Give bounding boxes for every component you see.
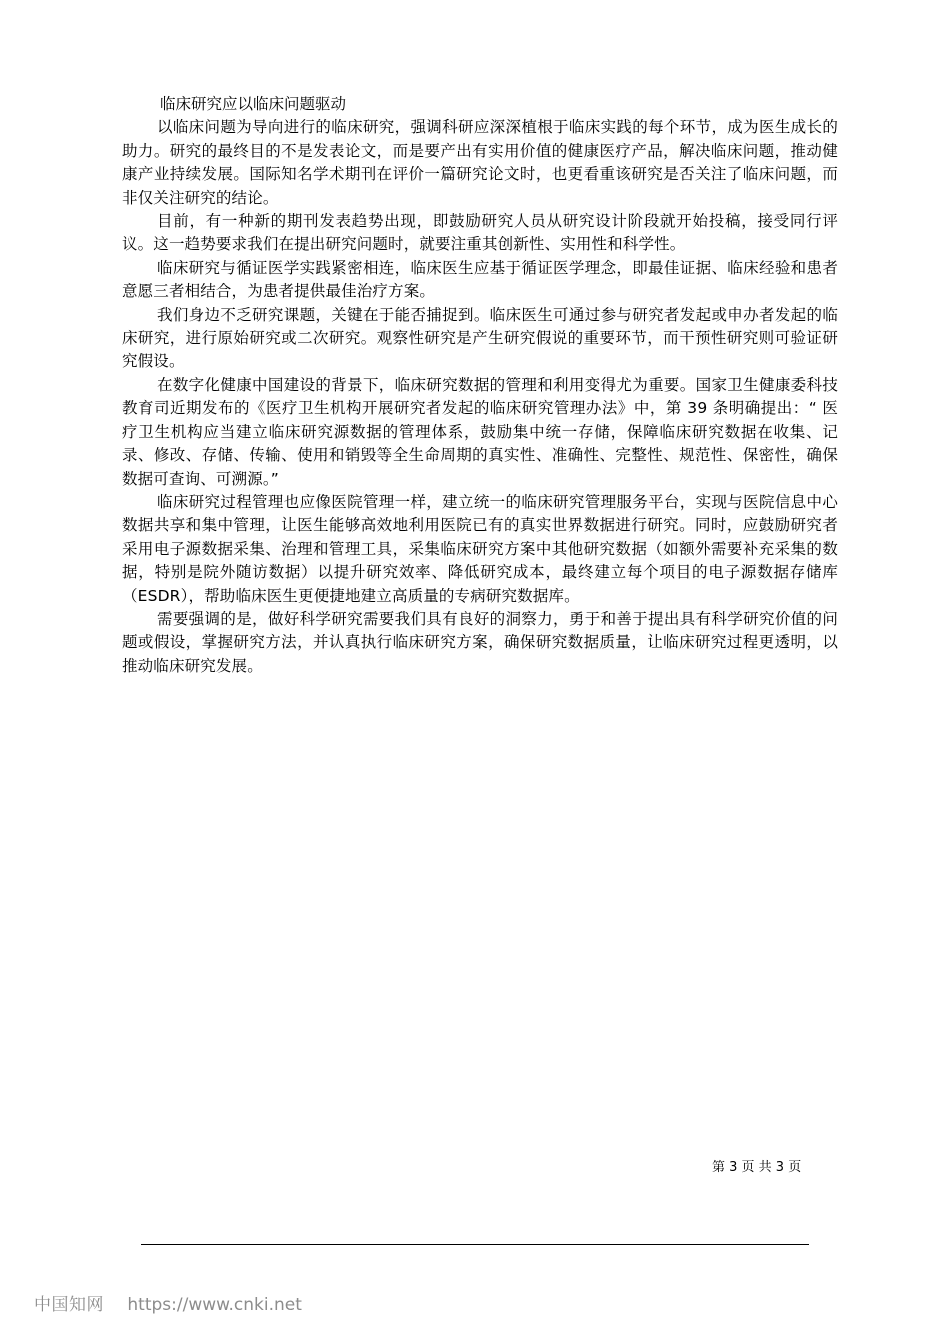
section-heading: 临床研究应以临床问题驱动 bbox=[160, 95, 347, 113]
paragraph-5: 在数字化健康中国建设的背景下，临床研究数据的管理和利用变得尤为重要。国家卫生健康委科技教育司近期发布的《医疗卫生机构开展研究者发起的临床研究管理办法》中，第 39 条明确提出：“ 医疗卫生机构应当建立临床研究源数据的管理体系，鼓励集中统一存储，保障临床研究数据在收集、记录、修改、存储、传输、使用和销毁等全生命周期的真实性、准确性、完整性、规范性、保密性，确保数据可查询、可溯源。” bbox=[122, 375, 838, 488]
cnki-watermark bbox=[34, 1294, 302, 1316]
page-number: 第 3 页 共 3 页 bbox=[712, 1160, 802, 1175]
article-body bbox=[122, 93, 838, 678]
paragraph-2: 目前，有一种新的期刊发表趋势出现，即鼓励研究人员从研究设计阶段就开始投稿，接受同行评议。这一趋势要求我们在提出研究问题时，就要注重其创新性、实用性和科学性。 bbox=[122, 212, 838, 254]
watermark-brand: 中国知网 bbox=[34, 1295, 104, 1315]
paragraph-1: 以临床问题为导向进行的临床研究，强调科研应深深植根于临床实践的每个环节，成为医生成长的助力。研究的最终目的不是发表论文，而是要产出有实用价值的健康医疗产品，解决临床问题，推动健康产业持续发展。国际知名学术期刊在评价一篇研究论文时，也更看重该研究是否关注了临床问题，而非仅关注研究的结论。 bbox=[122, 118, 838, 207]
paragraph-3: 临床研究与循证医学实践紧密相连，临床医生应基于循证医学理念，即最佳证据、临床经验和患者意愿三者相结合，为患者提供最佳治疗方案。 bbox=[122, 258, 838, 301]
paragraph-6: 临床研究过程管理也应像医院管理一样，建立统一的临床研究管理服务平台，实现与医院信息中心数据共享和集中管理，让医生能够高效地利用医院已有的真实世界数据进行研究。同时，应鼓励研究者采用电子源数据采集、治理和管理工具，采集临床研究方案中其他研究数据（如额外需要补充采集的数据，特别是院外随访数据）以提升研究效率、降低研究成本，最终建立每个项目的电子源数据存储库（ESDR），帮助临床医生更便捷地建立高质量的专病研究数据库。 bbox=[122, 492, 838, 605]
paragraph-7: 需要强调的是，做好科学研究需要我们具有良好的洞察力，勇于和善于提出具有科学研究价值的问题或假设，掌握研究方法，并认真执行临床研究方案，确保研究数据质量，让临床研究过程更透明，以推动临床研究发展。 bbox=[122, 609, 838, 675]
paragraph-4: 我们身边不乏研究课题，关键在于能否捕捉到。临床医生可通过参与研究者发起或申办者发起的临床研究，进行原始研究或二次研究。观察性研究是产生研究假说的重要环节，而干预性研究则可验证研究假设。 bbox=[122, 305, 838, 371]
watermark-url: https://www.cnki.net bbox=[127, 1295, 302, 1315]
footer-divider bbox=[141, 1244, 809, 1245]
